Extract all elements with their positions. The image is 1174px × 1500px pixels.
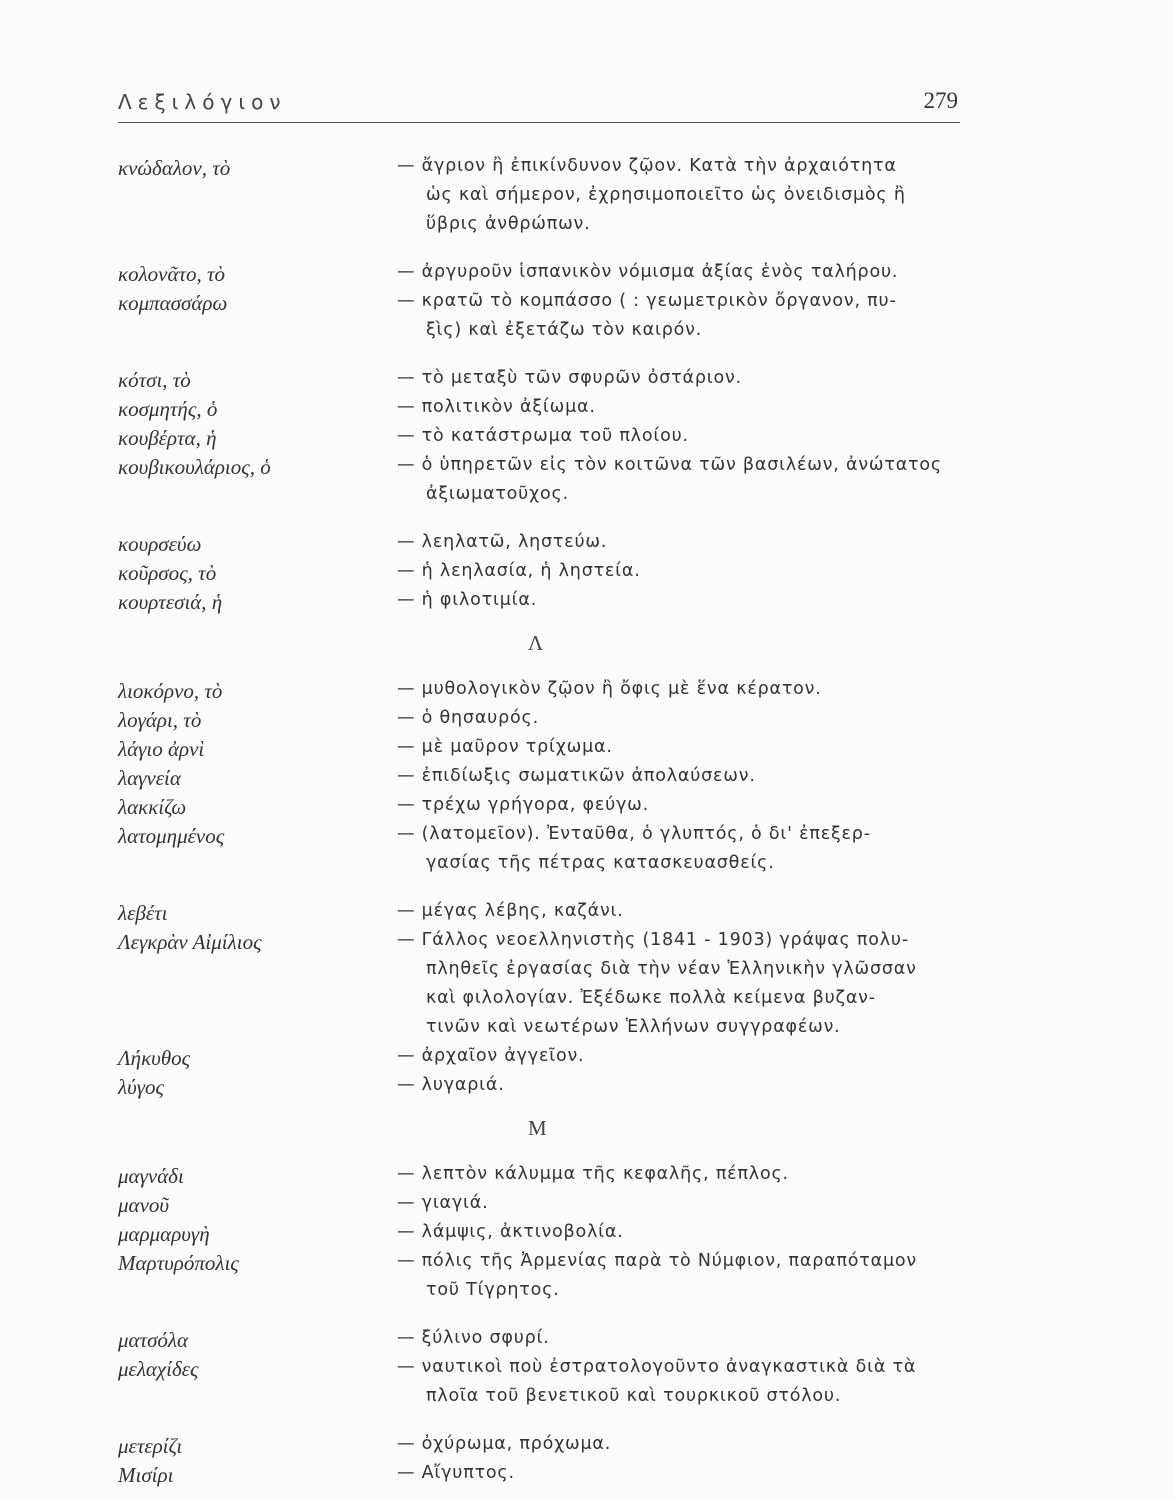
glossary-entry xyxy=(118,1251,963,1280)
entry-term: Μισίρι xyxy=(118,1463,174,1487)
entry-definition: — ὁ ὑπηρετῶν εἰς τὸν κοιτῶνα τῶν βασιλέων, ἀνώτατος xyxy=(397,455,942,475)
entry-definition: — κρατῶ τὸ κομπάσσο ( : γεωμετρικὸν ὄργανον, πυ- xyxy=(397,291,897,311)
entry-definition: ὕβρις ἀνθρώπων. xyxy=(426,214,591,234)
entry-term: κότσι, τὸ xyxy=(118,368,191,392)
entry-definition: — ἡ φιλοτιμία. xyxy=(397,590,538,610)
entry-definition: — λεπτὸν κάλυμμα τῆς κεφαλῆς, πέπλος. xyxy=(397,1164,789,1184)
glossary-entry xyxy=(118,426,963,455)
section-heading xyxy=(118,1104,963,1164)
entry-definition: — ὁ θησαυρός. xyxy=(397,708,539,728)
glossary-entry xyxy=(118,262,963,291)
entry-definition: — λυγαριά. xyxy=(397,1075,505,1095)
entry-definition: — ἀργυροῦν ἱσπανικὸν νόμισμα ἀξίας ἑνὸς ταλήρου. xyxy=(397,262,899,282)
entry-term: κομπασσάρω xyxy=(118,291,228,315)
glossary-entry xyxy=(118,824,963,853)
glossary-entry xyxy=(118,532,963,561)
glossary-entry xyxy=(118,737,963,766)
glossary-entry xyxy=(118,156,963,185)
spacer xyxy=(118,349,963,368)
entry-term: λατομημένος xyxy=(118,824,225,848)
entry-term: κοσμητής, ὁ xyxy=(118,397,218,421)
entry-definition: — γιαγιά. xyxy=(397,1193,489,1213)
entry-term: Λεγκρὰν Αἰμίλιος xyxy=(118,930,262,954)
entry-term: λαγνεία xyxy=(118,766,181,790)
entry-term: μετερίζι xyxy=(118,1434,183,1458)
entry-term: μελαχίδες xyxy=(118,1357,199,1381)
spacer xyxy=(118,1415,963,1434)
entry-term: λογάρι, τὸ xyxy=(118,708,202,732)
glossary-entry xyxy=(118,455,963,484)
glossary-entry-continuation xyxy=(118,185,963,214)
glossary-entry-continuation xyxy=(118,853,963,882)
glossary-entry-continuation xyxy=(118,959,963,988)
page-number: 279 xyxy=(923,88,958,113)
glossary-entry xyxy=(118,561,963,590)
entry-definition: καὶ φιλολογίαν. Ἐξέδωκε πολλὰ κείμενα βυζαν- xyxy=(426,988,876,1008)
glossary-entry xyxy=(118,397,963,426)
glossary-entry xyxy=(118,1193,963,1222)
glossary-entry xyxy=(118,1222,963,1251)
glossary-entry xyxy=(118,1357,963,1386)
glossary-entry xyxy=(118,291,963,320)
glossary-entry-continuation xyxy=(118,484,963,513)
glossary-entry xyxy=(118,1075,963,1104)
running-head xyxy=(118,88,960,123)
entry-definition: — λάμψις, ἀκτινοβολία. xyxy=(397,1222,624,1242)
entry-term: λύγος xyxy=(118,1075,165,1099)
glossary-entry-continuation xyxy=(118,1386,963,1415)
entry-term: ματσόλα xyxy=(118,1328,189,1352)
entry-term: λακκίζω xyxy=(118,795,187,819)
glossary-entry-continuation xyxy=(118,1280,963,1309)
entry-definition: — λεηλατῶ, ληστεύω. xyxy=(397,532,608,552)
glossary-entry xyxy=(118,1434,963,1463)
entry-definition: γασίας τῆς πέτρας κατασκευασθείς. xyxy=(426,853,775,873)
entry-definition: τινῶν καὶ νεωτέρων Ἑλλήνων συγγραφέων. xyxy=(426,1017,841,1037)
entry-term: κουρτεσιά, ἡ xyxy=(118,590,223,614)
spacer xyxy=(118,243,963,262)
entry-definition: — τρέχω γρήγορα, φεύγω. xyxy=(397,795,649,815)
glossary-entry xyxy=(118,901,963,930)
entry-term: λιοκόρνο, τὸ xyxy=(118,679,223,703)
entry-term: Μαρτυρόπολις xyxy=(118,1251,239,1275)
spacer xyxy=(118,882,963,901)
entry-definition: — ἐπιδίωξις σωματικῶν ἀπολαύσεων. xyxy=(397,766,756,786)
section-letter: Λ xyxy=(528,631,544,655)
entry-term: λάγιο ἀρνὶ xyxy=(118,737,205,761)
page-title: Λεξιλόγιον xyxy=(118,90,287,114)
glossary-entry-continuation xyxy=(118,214,963,243)
entry-definition: — τὸ μεταξὺ τῶν σφυρῶν ὀστάριον. xyxy=(397,368,742,388)
glossary-entry xyxy=(118,679,963,708)
entry-definition: — μυθολογικὸν ζῷον ἢ ὄφις μὲ ἕνα κέρατον. xyxy=(397,679,822,699)
glossary-entry-continuation xyxy=(118,988,963,1017)
glossary-entry xyxy=(118,1046,963,1075)
entry-term: κουβέρτα, ἡ xyxy=(118,426,217,450)
entry-definition: — ὀχύρωμα, πρόχωμα. xyxy=(397,1434,612,1454)
glossary-entry xyxy=(118,590,963,619)
entry-term: κοῦρσος, τὸ xyxy=(118,561,217,585)
entry-definition: ξὶς) καὶ ἐξετάζω τὸν καιρόν. xyxy=(426,320,703,340)
glossary-entry xyxy=(118,766,963,795)
entry-definition: — Αἴγυπτος. xyxy=(397,1463,515,1483)
entry-definition: — μέγας λέβης, καζάνι. xyxy=(397,901,624,921)
entry-definition: πλοῖα τοῦ βενετικοῦ καὶ τουρκικοῦ στόλου. xyxy=(426,1386,842,1406)
entry-definition: — ἀρχαῖον ἀγγεῖον. xyxy=(397,1046,585,1066)
spacer xyxy=(118,1309,963,1328)
entry-definition: — ἄγριον ἢ ἐπικίνδυνον ζῷον. Κατὰ τὴν ἀρχαιότητα xyxy=(397,156,897,176)
entry-definition: ἀξιωματοῦχος. xyxy=(426,484,569,504)
entry-definition: — μὲ μαῦρον τρίχωμα. xyxy=(397,737,613,757)
entry-definition: — Γάλλος νεοελληνιστὴς (1841 - 1903) γράψας πολυ- xyxy=(397,930,909,950)
glossary-entry-continuation xyxy=(118,1017,963,1046)
entry-term: μαρμαρυγὴ xyxy=(118,1222,210,1246)
entry-term: μαγνάδι xyxy=(118,1164,184,1188)
entry-definition: πληθεῖς ἐργασίας διὰ τὴν νέαν Ἑλληνικὴν γλῶσσαν xyxy=(426,959,917,979)
spacer xyxy=(118,513,963,532)
entry-definition: — τὸ κατάστρωμα τοῦ πλοίου. xyxy=(397,426,689,446)
glossary-entry xyxy=(118,708,963,737)
section-heading xyxy=(118,619,963,679)
entry-term: κολονᾶτο, τὸ xyxy=(118,262,226,286)
entry-term: μανοῦ xyxy=(118,1193,170,1217)
entry-definition: — ναυτικοὶ ποὺ ἐστρατολογοῦντο ἀναγκαστικὰ διὰ τὰ xyxy=(397,1357,917,1377)
glossary-list xyxy=(118,156,963,1492)
glossary-entry xyxy=(118,1328,963,1357)
entry-definition: τοῦ Τίγρητος. xyxy=(426,1280,560,1300)
entry-definition: — ἡ λεηλασία, ἡ ληστεία. xyxy=(397,561,641,581)
glossary-entry xyxy=(118,1463,963,1492)
entry-definition: ὡς καὶ σήμερον, ἐχρησιμοποιεῖτο ὡς ὀνειδισμὸς ἢ xyxy=(426,185,906,205)
entry-definition: — πόλις τῆς Ἀρμενίας παρὰ τὸ Νύμφιον, παραπόταμον xyxy=(397,1251,917,1271)
entry-term: Λήκυθος xyxy=(118,1046,191,1070)
glossary-entry xyxy=(118,930,963,959)
glossary-entry-continuation xyxy=(118,320,963,349)
glossary-entry xyxy=(118,795,963,824)
entry-term: κνώδαλον, τὸ xyxy=(118,156,231,180)
entry-term: λεβέτι xyxy=(118,901,168,925)
entry-term: κουρσεύω xyxy=(118,532,202,556)
entry-definition: — (λατομεῖον). Ἐνταῦθα, ὁ γλυπτός, ὁ δι' ἐπεξερ- xyxy=(397,824,871,844)
glossary-entry xyxy=(118,1164,963,1193)
entry-definition: — πολιτικὸν ἀξίωμα. xyxy=(397,397,596,417)
glossary-entry xyxy=(118,368,963,397)
entry-term: κουβικουλάριος, ὁ xyxy=(118,455,271,479)
section-letter: Μ xyxy=(528,1116,547,1140)
entry-definition: — ξύλινο σφυρί. xyxy=(397,1328,550,1348)
